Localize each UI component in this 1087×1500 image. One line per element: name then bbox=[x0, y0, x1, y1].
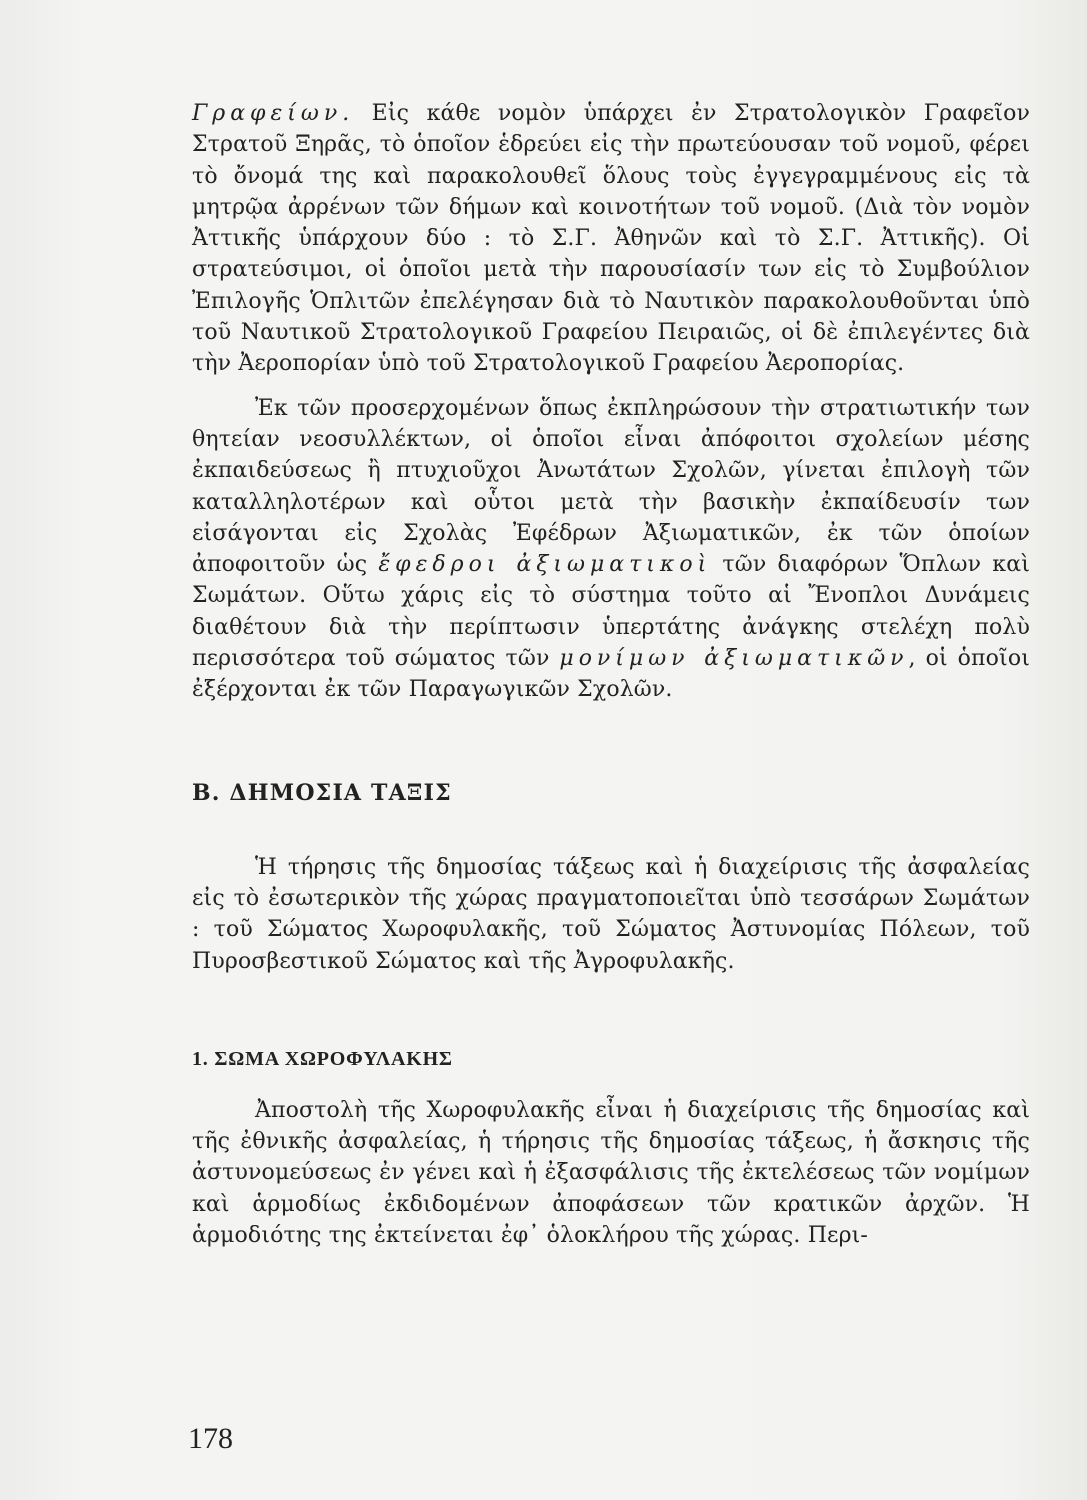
paragraph-gendarmerie-mission: Ἀποστολὴ τῆς Χωροφυλακῆς εἶναι ἡ διαχείρισις τῆς δημοσίας καὶ τῆς ἐθνικῆς ἀσφαλείας, ἡ τήρησις τῆς δημοσίας τάξεως, ἡ ἄσκησις τῆς ἀστυνομεύσεως ἐν γένει καὶ ἡ ἐξασφάλισις τῆς ἐκτελέσεως τῶν νομίμων καὶ ἁρμοδίως ἐκδιδομένων ἀποφάσεων τῶν κρατικῶν ἀρχῶν. Ἡ ἁρμοδιότης της ἐκτείνεται ἐφ᾽ ὁλοκλήρου τῆς χώρας. Περι- bbox=[192, 1097, 1030, 1249]
page-body bbox=[192, 98, 1030, 1251]
paragraph-text: Ἐκ τῶν προσερχομένων ὅπως ἐκπληρώσουν τὴν στρατιωτικήν των θητείαν νεοσυλλέκτων, οἱ ὁποῖοι εἶναι ἀπόφοιτοι σχολείων μέσης ἐκπαιδεύσεως ἢ πτυχιοῦχοι Ἀνωτάτων Σχολῶν, γίνεται ἐπιλογὴ τῶν καταλληλοτέρων καὶ οὗτοι μετὰ τὴν βασικὴν ἐκπαίδευσίν των εἰσάγονται εἰς Σχολὰς Ἐφέδρων Ἀξιωματικῶν, ἐκ τῶν ὁποίων ἀποφοιτοῦν ὡς bbox=[192, 395, 1030, 578]
paragraph-text: Εἰς κάθε νομὸν ὑπάρχει ἐν Στρατολογικὸν Γραφεῖον Στρατοῦ Ξηρᾶς, τὸ ὁποῖον ἑδρεύει εἰς τὴν πρωτεύουσαν τοῦ νομοῦ, φέρει τὸ ὄνομά της καὶ παρακολουθεῖ ὅλους τοὺς ἐγγεγραμμένους εἰς τὰ μητρῷα ἀρρένων τῶν δήμων καὶ κοινοτήτων τοῦ νομοῦ. (Διὰ τὸν νομὸν Ἀττικῆς ὑπάρχουν δύο : τὸ Σ.Γ. Ἀθηνῶν καὶ τὸ Σ.Γ. Ἀττικῆς). Οἱ στρατεύσιμοι, οἱ ὁποῖοι μετὰ τὴν παρουσίασίν των εἰς τὸ Συμβούλιον Ἐπιλογῆς Ὁπλιτῶν ἐπελέγησαν διὰ τὸ Ναυτικὸν παρακολουθοῦνται ὑπὸ τοῦ Ναυτικοῦ Στρατολογικοῦ Γραφείου Πειραιῶς, οἱ δὲ ἐπιλεγέντες διὰ τὴν Ἀεροπορίαν ὑπὸ τοῦ Στρατολογικοῦ Γραφείου Ἀεροπορίας. bbox=[192, 101, 1030, 377]
paragraph-public-order: Ἡ τήρησις τῆς δημοσίας τάξεως καὶ ἡ διαχείρισις τῆς ἀσφαλείας εἰς τὸ ἐσωτερικὸν τῆς χώρας πραγματοποιεῖται ὑπὸ τεσσάρων Σωμάτων : τοῦ Σώματος Χωροφυλακῆς, τοῦ Σώματος Ἀστυνομίας Πόλεων, τοῦ Πυροσβεστικοῦ Σώματος καὶ τῆς Ἀγροφυλακῆς. bbox=[192, 854, 1030, 974]
paragraph-reserve-officers bbox=[192, 393, 1030, 706]
paragraph-recruitment-offices bbox=[192, 98, 1030, 380]
subsection-heading: 1. ΣΩΜΑ ΧΩΡΟΦΥΛΑΚΗΣ bbox=[192, 1047, 453, 1070]
page-number: 178 bbox=[188, 1422, 233, 1455]
emphasized-term: Γραφείων. bbox=[192, 101, 355, 126]
paragraph-text: τῶν διαφόρων Ὅπλων καὶ Σωμάτων. Οὕτω χάρις εἰς τὸ σύστημα τοῦτο αἱ Ἔνοπλοι Δυνάμεις διαθέτουν διὰ τὴν περίπτωσιν ὑπερτάτης ἀνάγκης στελέχη πολὺ περισσότερα τοῦ σώματος τῶν bbox=[192, 552, 1030, 672]
section-heading: Β. ΔΗΜΟΣΙΑ ΤΑΞΙΣ bbox=[192, 779, 452, 806]
paragraph-text: , οἱ ὁποῖοι ἐξέρχονται ἐκ τῶν Παραγωγικῶν Σχολῶν. bbox=[192, 646, 1030, 703]
emphasized-term: μονίμων ἀξιωματικῶν bbox=[559, 646, 909, 672]
emphasized-term: ἔφεδροι ἀξιωματικοὶ bbox=[378, 552, 712, 578]
